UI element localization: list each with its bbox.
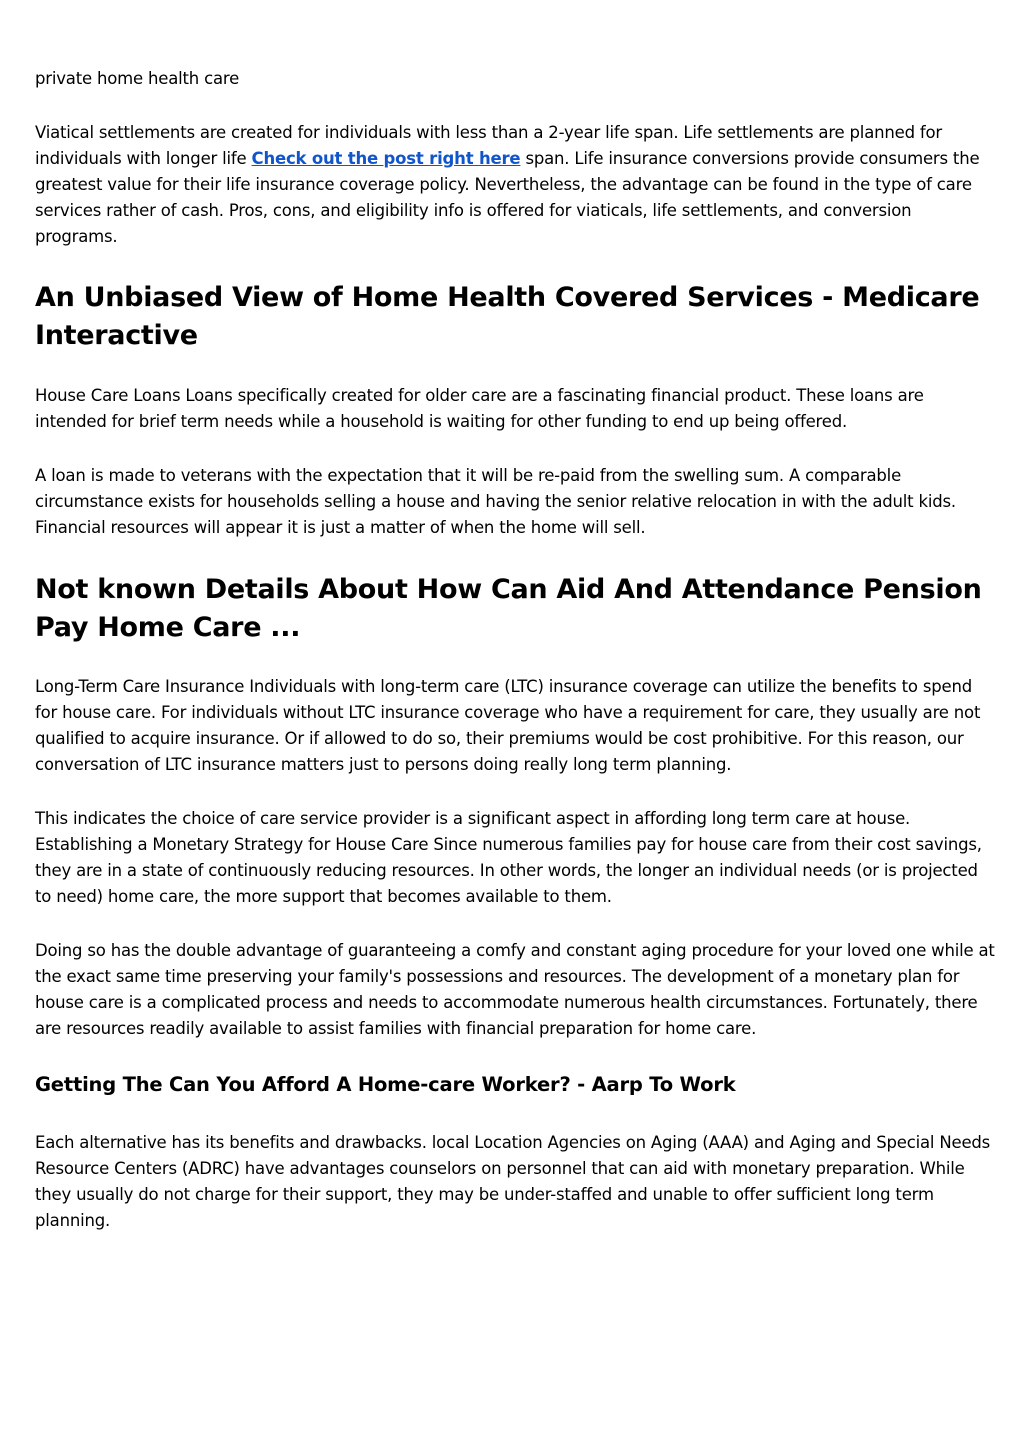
paragraph-veterans-loan (35, 463, 995, 541)
heading-unbiased-view: An Unbiased View of Home Health Covered Services - Medicare Interactive (35, 282, 980, 351)
paragraph-double-advantage (35, 938, 995, 1042)
heading-not-known-details: Not known Details About How Can Aid And Attendance Pension Pay Home Care ... (35, 574, 982, 643)
paragraph-viatical-after: span. Life insurance conversions provide consumers the greatest value for their life insurance coverage policy. Nevertheless, the advantage can be found in the type of care services rather of cash. Pros, cons, and eligibility info is offered for viaticals, life settlements, and conversion programs. (35, 149, 980, 246)
paragraph-viatical-text (35, 120, 995, 250)
heading-getting-the-can: Getting The Can You Afford A Home-care Worker? - Aarp To Work (35, 1073, 736, 1096)
paragraph-care-provider (35, 806, 995, 910)
paragraph-viatical (35, 120, 995, 250)
paragraph-double-advantage-text: Doing so has the double advantage of guaranteeing a comfy and constant aging procedure for your loved one while at the exact same time preserving your family's possessions and resources. The development of a monetary plan for house care is a complicated process and needs to accommodate numerous health circumstances. Fortunately, there are resources readily available to assist families with financial preparation for home care. (35, 941, 995, 1038)
paragraph-veterans-loan-text: A loan is made to veterans with the expectation that it will be re-paid from the swelling sum. A comparable circumstance exists for households selling a house and having the senior relative relocation in with the adult kids. Financial resources will appear it is just a matter of when the home will sell. (35, 466, 956, 537)
section-heading-1 (35, 279, 995, 355)
paragraph-ltc-insurance-text: Long-Term Care Insurance Individuals with long-term care (LTC) insurance coverage can utilize the benefits to spend for house care. For individuals without LTC insurance coverage who have a requirement for care, they usually are not qualified to acquire insurance. Or if allowed to do so, their premiums would be cost prohibitive. For this reason, our conversation of LTC insurance matters just to persons doing really long term planning. (35, 677, 981, 774)
paragraph-ltc-insurance (35, 674, 995, 778)
intro-text: private home health care (35, 69, 240, 88)
paragraph-care-provider-text: This indicates the choice of care service provider is a significant aspect in affording long term care at house. Establishing a Monetary Strategy for House Care Since numerous families pay for house care from their cost savings, they are in a state of continuously reducing resources. In other words, the longer an individual needs (or is projected to need) home care, the more support that becomes available to them. (35, 809, 982, 906)
paragraph-viatical-before: Viatical settlements are created for individuals with less than a 2-year life span. Life settlements are planned for individuals with longer life (35, 123, 942, 168)
section-heading-2 (35, 571, 995, 647)
paragraph-alternatives-text: Each alternative has its benefits and drawbacks. local Location Agencies on Aging (AAA) and Aging and Special Needs Resource Centers (ADRC) have advantages counselors on personnel that can aid with monetary preparation. While they usually do not charge for their support, they may be under-staffed and unable to offer sufficient long term planning. (35, 1133, 991, 1230)
section-heading-3 (35, 1071, 995, 1099)
paragraph-alternatives (35, 1130, 995, 1234)
check-out-post-link[interactable]: Check out the post right here (251, 149, 521, 168)
paragraph-house-care-loans (35, 383, 995, 435)
paragraph-house-care-loans-text: House Care Loans Loans specifically created for older care are a fascinating financial product. These loans are intended for brief term needs while a household is waiting for other funding to end up being offered. (35, 386, 924, 431)
